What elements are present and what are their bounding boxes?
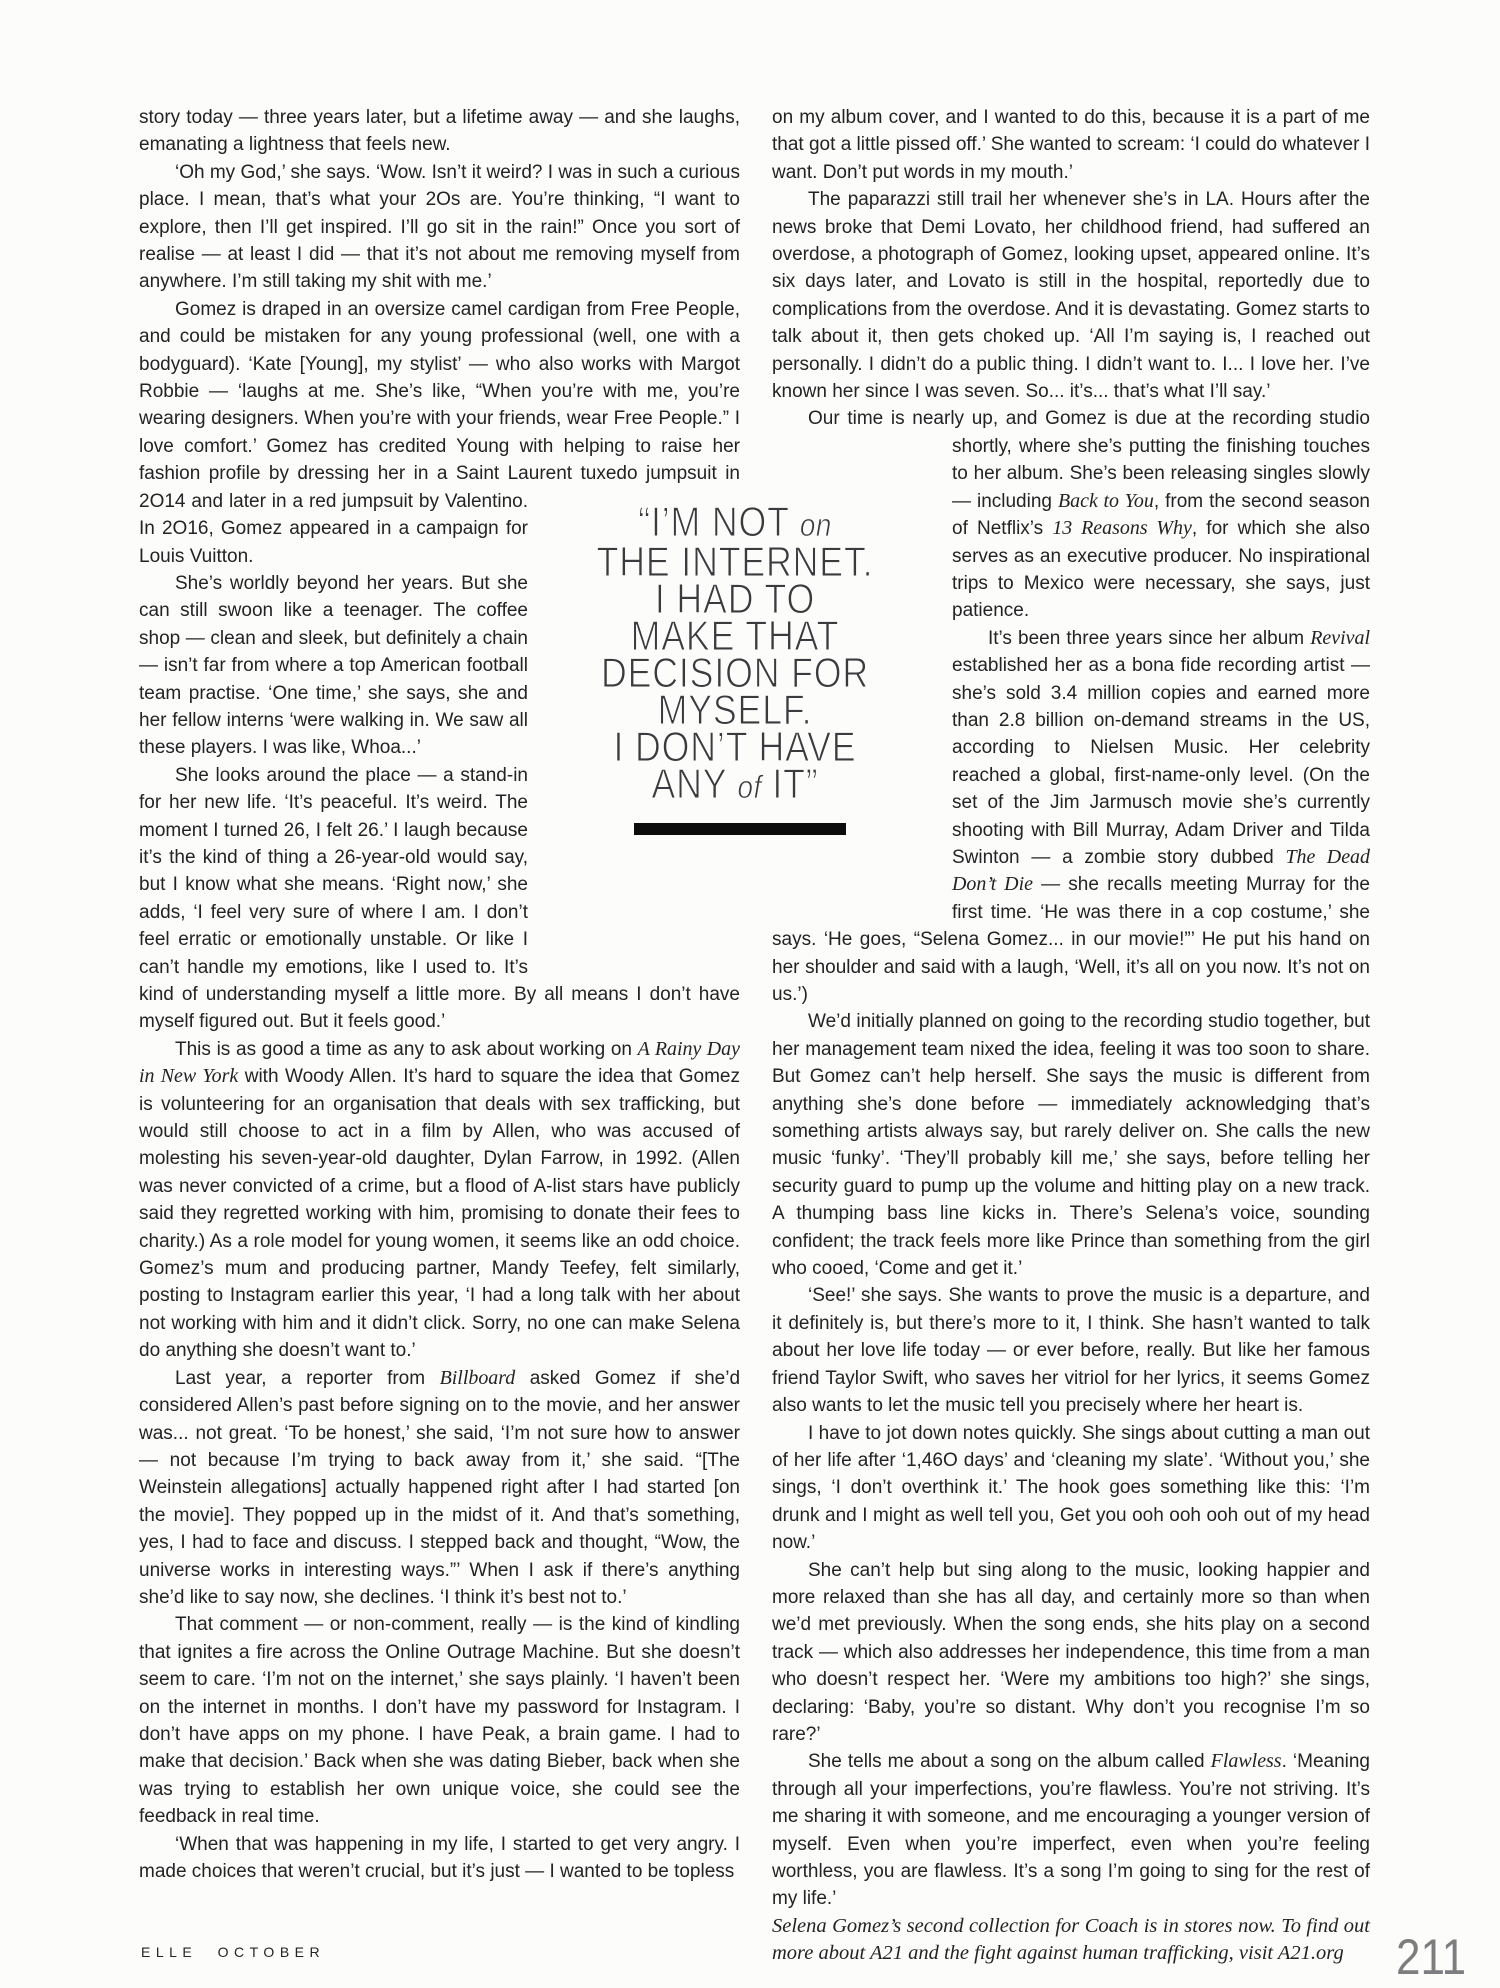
body-paragraph: Last year, a reporter from Billboard asked Gomez if she’d considered Allen’s past before signing on to the movie, and her answer was... not great. ‘To be honest,’ she said, ‘I’m not sure how to answer — not because I’m trying to back away from it,’ she said. “[The Weinstein allegations] actually happened right after I had started [on the movie]. They popped up in the midst of it. And that’s something, yes, I had to face and discuss. I stepped back and thought, “Wow, the universe works in interesting ways.”’ When I ask if there’s anything she’d like to say now, she declines. ‘I think it’s best not to.’ <box>139 1366 741 1608</box>
pull-quote-line: MYSELF. <box>657 686 813 733</box>
italic-title: A Rainy Day in New York <box>139 1037 740 1088</box>
body-paragraph: She tells me about a song on the album called Flawless. ‘Meaning through all your imperfections, you’re flawless. You’re not striving. It’s me sharing it with someone, and me encouraging a younger version of myself. Even when you’re imperfect, even when you’re feeling worthless, you are flawless. It’s a song I’m going to sing for the rest of my life.’ <box>772 1750 1371 1910</box>
italic-title: Revival <box>1310 626 1370 649</box>
outro-paragraph: Selena Gomez’s second collection for Coach is in stores now. To find out more about A21 and the fight against human trafficking, visit A21.org <box>772 1914 1370 1965</box>
pull-quote-line: I DON’T HAVE <box>613 723 857 770</box>
body-paragraph: ‘See!’ she says. She wants to prove the music is a departure, and it definitely is, but there’s more to it, I think. She hasn’t wanted to talk about her love life today — or ever before, really. But like her famous friend Taylor Swift, who saves her vitriol for her lyrics, it seems Gomez also wants to let the music tell you precisely where her heart is. <box>772 1285 1370 1417</box>
italic-title: Flawless <box>1210 1750 1282 1773</box>
right-column <box>772 104 1370 1968</box>
italic-title: of <box>737 768 762 805</box>
italic-title: 13 Reasons Why <box>1052 517 1192 540</box>
pull-quote-line: I HAD TO <box>654 575 816 622</box>
body-paragraph: That comment — or non-comment, really — is the kind of kindling that ignites a fire across the Online Outrage Machine. But she doesn’t seem to care. ‘I’m not on the internet,’ she says plainly. ‘I haven’t been on the internet in months. I don’t have my password for Instagram. I don’t have apps on my phone. I have Peak, a brain game. I had to make that decision.’ Back when she was dating Bieber, back when she was trying to establish her own unique voice, she could see the feedback in real time. <box>139 1614 740 1828</box>
body-paragraph: Our time is nearly up, and Gomez is due at the recording studio shortly, where she’s putting the finishing touches to her album. She’s been releasing singles slowly — including Back to You, from the second season of Netflix’s 13 Reasons Why, for which she also serves as an executive producer. No inspirational trips to Mexico were necessary, she says, just patience. <box>808 408 1370 622</box>
pull-quote-line: MAKE THAT <box>630 612 840 659</box>
magazine-footer: ELLE OCTOBER <box>141 1944 326 1960</box>
wrap-spacer-left <box>740 104 741 505</box>
pull-quote <box>574 498 897 807</box>
body-paragraph: She’s worldly beyond her years. But she can still swoon like a teenager. The coffee shop — clean and sleek, but definitely a chain — isn’t far from where a top American football team practise. ‘One time,’ she says, she and her fellow interns ‘were walking in. We saw all these players. I was like, Whoa...’ <box>139 572 528 759</box>
pull-quote-underline <box>634 823 846 835</box>
body-paragraph: This is as good a time as any to ask about working on A Rainy Day in New York with Woody Allen. It’s hard to square the idea that Gomez is volunteering for an organisation that deals with sex trafficking, but would still choose to act in a film by Allen, who was accused of molesting his seven-year-old daughter, Dylan Farrow, in 1992. (Allen was never convicted of a crime, but a flood of A-list stars have publicly said they regretted working with him, promising to donate their fees to charity.) As a role model for young women, it seems like an odd choice. Gomez’s mum and producing partner, Mandy Teefey, felt similarly, posting to Instagram earlier this year, ‘I had a long talk with her about not working with him and it didn’t click. Sorry, no one can make Selena do anything she doesn’t want to.’ <box>139 1037 740 1362</box>
body-paragraph: I have to jot down notes quickly. She sings about cutting a man out of her life after ‘1,46O days’ and ‘cleaning my slate’. ‘Without you,’ she sings, ‘I don’t overthink it.’ The hook goes something like this: ‘I’m drunk and I might as well tell you, Get you ooh ooh ooh out of my head now.’ <box>772 1422 1370 1554</box>
body-paragraph: The paparazzi still trail her whenever she’s in LA. Hours after the news broke that Demi Lovato, her childhood friend, had suffered an overdose, a photograph of Gomez, looking upset, appeared online. It’s six days later, and Lovato is still in the hospital, reportedly due to complications from the overdose. And it is devastating. Gomez starts to talk about it, then gets choked up. ‘All I’m saying is, I reached out personally. I didn’t do a public thing. I didn’t want to. I... I love her. I’ve known her since I was seven. So... it’s... that’s what I’ll say.’ <box>772 189 1370 403</box>
italic-title: on <box>799 506 832 543</box>
left-column <box>139 104 740 1885</box>
body-paragraph: story today — three years later, but a lifetime away — and she laughs, emanating a lightness that feels new. <box>139 107 740 156</box>
pull-quote-line: “I’M NOT on <box>638 498 832 545</box>
pull-quote-line: DECISION FOR <box>600 649 870 696</box>
body-paragraph: ‘Oh my God,’ she says. ‘Wow. Isn’t it weird? I was in such a curious place. I mean, that’s what your 2Os are. You’re thinking, “I want to explore, then I’ll get inspired. I’ll go sit in the rain!” Once you sort of realise — at least I did — that it’s not about me removing myself from anywhere. I’m still taking my shit with me.’ <box>139 161 740 293</box>
body-paragraph: ‘When that was happening in my life, I started to get very angry. I made choices that weren’t crucial, but it’s just — I wanted to be topless <box>139 1833 740 1882</box>
page-number: 211 <box>1396 1929 1467 1985</box>
italic-title: Billboard <box>439 1366 516 1389</box>
italic-title: The Dead Don’t Die <box>952 845 1370 896</box>
pull-quote-line: ANY of IT” <box>651 760 819 807</box>
body-paragraph: She can’t help but sing along to the music, looking happier and more relaxed than she has all day, and certainly more so than when we’d met previously. When the song ends, she hits play on a second track — which also addresses her independence, this time from a man who doesn’t respect her. ‘Were my ambitions too high?’ she sings, declaring: ‘Baby, you’re so distant. Why don’t you recognise I’m so rare?’ <box>772 1559 1370 1745</box>
body-paragraph: on my album cover, and I wanted to do this, because it is a part of me that got a little pissed off.’ She wanted to scream: ‘I could do whatever I want. Don’t put words in my mouth.’ <box>772 107 1370 183</box>
italic-title: Back to You <box>1057 489 1154 512</box>
body-paragraph: It’s been three years since her album Revival established her as a bona fide recording artist — she’s sold 3.4 million copies and earned more than 2.8 billion on-demand streams in the US, according to Nielsen Music. Her celebrity reached a global, first-name-only level. (On the set of the Jim Jarmusch movie she’s currently shooting with Bill Murray, Adam Driver and Tilda Swinton — a zombie story dubbed The Dead Don’t Die — she recalls meeting Murray for the first time. ‘He was there in a cop costume,’ she says. ‘He goes, “Selena Gomez... in our movie!”’ He put his hand on her shoulder and said with a laugh, ‘Well, it’s all on you now. It’s not on us.’) <box>772 626 1370 1005</box>
body-paragraph: She looks around the place — a stand-in for her new life. ‘It’s peaceful. It’s weird. The moment I turned 26, I felt 26.’ I laugh because it’s the kind of thing a 26-year-old would say, but I know what she means. ‘Right now,’ she adds, ‘I feel very sure of where I am. I don’t feel erratic or emotionally unstable. Or like I can’t handle my emotions, like I used to. It’s kind of understanding myself a little more. By all means I don’t have myself figured out. But it feels good.’ <box>139 764 740 1033</box>
body-paragraph: Gomez is draped in an oversize camel cardigan from Free People, and could be mistaken for any young professional (well, one with a bodyguard). ‘Kate [Young], my stylist’ — who also works with Margot Robbie — ‘laughs at me. She’s like, “When you’re with me, you’re wearing designers. When you’re with your friends, wear Free People.” I love comfort.’ Gomez has credited Young with helping to raise her fashion profile by dressing her in a Saint Laurent tuxedo jumpsuit in 2O14 and later in a red jumpsuit by Valentino. In 2O16, Gomez appeared in a campaign for Louis Vuitton. <box>139 298 740 567</box>
pull-quote-line: THE INTERNET. <box>596 538 874 585</box>
body-paragraph: We’d initially planned on going to the recording studio together, but her management team nixed the idea, feeling it was too soon to share. But Gomez can’t help herself. She says the music is different from anything she’s done before — immediately acknowledging that’s something artists always say, but rarely deliver on. She calls the new music ‘funky’. ‘They’ll probably kill me,’ she says, before telling her security guard to pump up the volume and hitting play on a new track. A thumping bass line kicks in. There’s Selena’s voice, sounding confident; the track feels more like Prince than something from the girl who cooed, ‘Come and get it.’ <box>772 1011 1370 1280</box>
